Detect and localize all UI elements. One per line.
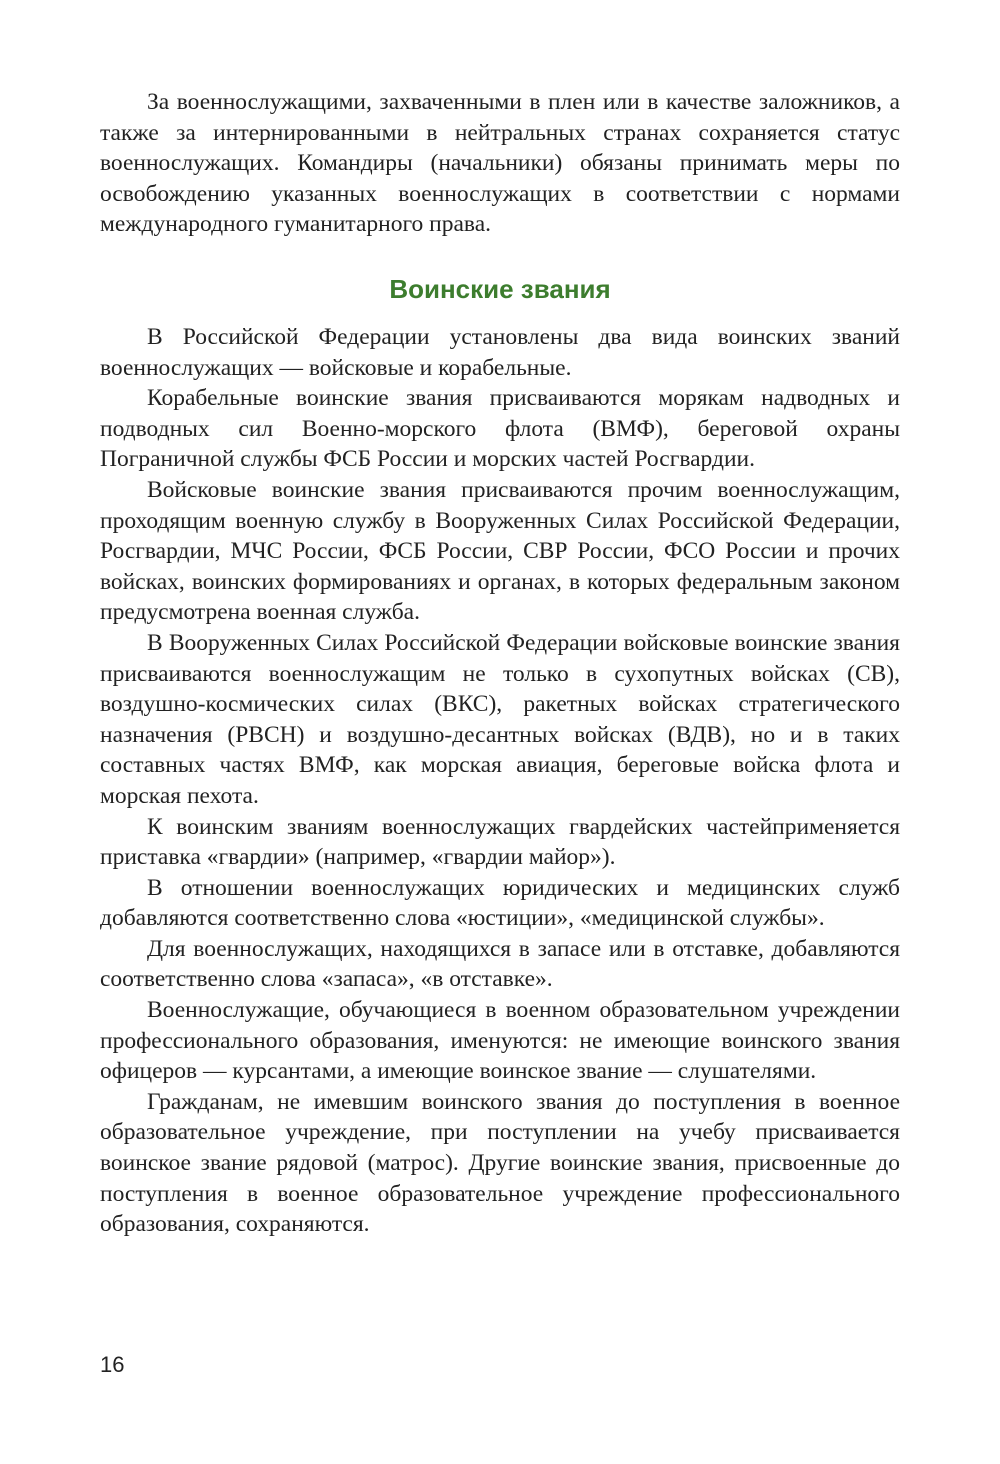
paragraph-4: В Вооруженных Силах Российской Федерации войсковые воинские звания присваиваются военнослужащим не только в сухопутных войсках (СВ), воздушно-космических силах (ВКС), ракетных войсках стратегического назначения (РВСН) и воздушно-десантных войсках (ВДВ), но и в таких составных частях ВМФ, как морская авиация, береговые войска флота и морская пехота. <box>100 629 900 809</box>
page-number: 16 <box>100 1352 125 1377</box>
intro-text <box>100 87 900 240</box>
paragraph-1: В Российской Федерации установлены два вида воинских званий военнослужащих — войсковые и корабельные. <box>100 324 900 381</box>
paragraph-7: Для военнослужащих, находящихся в запасе или в отставке, добавляются соответственно слова «запаса», «в отставке». <box>100 935 900 993</box>
intro-paragraph: За военнослужащими, захваченными в плен или в качестве заложников, а также за интернированными в нейтральных странах сохраняется статус военнослужащих. Командиры (начальники) обязаны принимать меры по освобождению указанных военнослужащих в соответствии с нормами международного гуманитарного права. <box>100 89 900 238</box>
paragraph-9: Гражданам, не имевшим воинского звания до поступления в военное образовательное учреждение, при поступлении на учебу присваивается воинское звание рядовой (матрос). Другие воинские звания, присвоенные до поступления в военное образовательное учреждение профессионального образования, сохраняются. <box>100 1088 900 1238</box>
paragraph-3: Войсковые воинские звания присваиваются прочим военнослужащим, проходящим военную службу в Вооруженных Силах Российской Федерации, Росгвардии, МЧС России, ФСБ России, СВР России, ФСО России и прочих войсках, воинских формированиях и органах, в которых федеральным законом предусмотрена военная служба. <box>100 476 900 626</box>
paragraph-2: Корабельные воинские звания присваиваются морякам надводных и подводных сил Военно-морского флота (ВМФ), береговой охраны Пограничной службы ФСБ России и морских частей Росгвардии. <box>100 385 900 473</box>
paragraph-5: К воинским званиям военнослужащих гвардейских частейприменяется приставка «гвардии» (например, «гвардии майор»). <box>100 813 900 871</box>
section-heading: Воинские звания <box>389 274 611 304</box>
section-body <box>100 322 900 1240</box>
paragraph-6: В отношении военнослужащих юридических и медицинских служб добавляются соответственно слова «юстиции», «медицинской службы». <box>100 874 900 932</box>
paragraph-8: Военнослужащие, обучающиеся в военном образовательном учреждении профессионального образования, именуются: не имеющие воинского звания офицеров — курсантами, а имеющие воинское звание — слушателями. <box>100 997 900 1085</box>
